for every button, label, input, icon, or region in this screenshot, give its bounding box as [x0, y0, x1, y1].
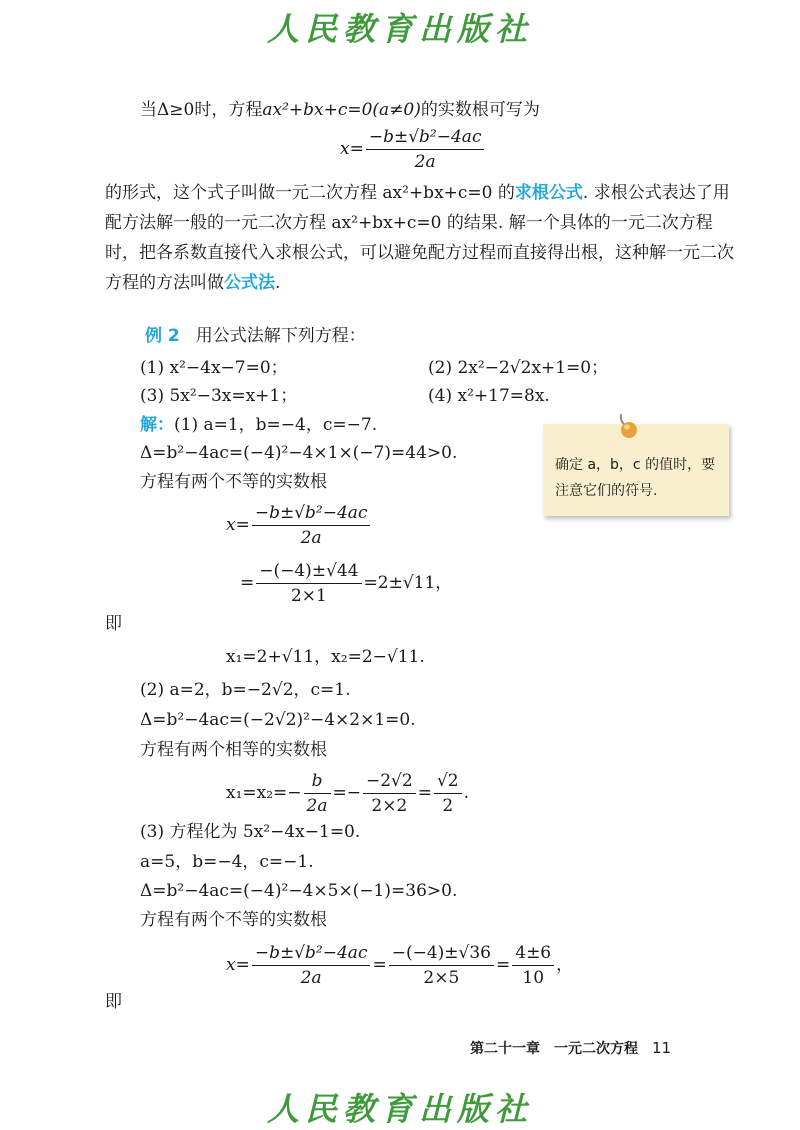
intro-lead: 当Δ≥0时，方程: [140, 100, 263, 120]
example-item-2: (2) 2x²−2√2x+1=0；: [428, 358, 609, 378]
s2-f3-num: √2: [434, 770, 462, 794]
intro-equation: ax²+bx+c=0(a≠0): [262, 100, 421, 120]
formula-denominator: 2a: [414, 152, 436, 172]
s2-fraction-3: [434, 770, 462, 817]
solution-2-formula: x₁=x₂=− $\frac{b}{2a}$ =− $\frac{-2√2}{2\times 2}$ = $\frac{√2}{2}$ .: [226, 771, 470, 816]
para-part-3: .: [275, 273, 281, 293]
page-footer: [470, 1038, 671, 1058]
example-label: 例 2: [145, 326, 180, 346]
solution-1-text: 方程有两个不等的实数根: [140, 472, 327, 492]
s1-sub-numerator: −(−4)±√44: [256, 560, 361, 584]
ji-1: 即: [105, 614, 122, 634]
page-number: 11: [652, 1039, 672, 1057]
s1-sub-fraction: [256, 560, 361, 607]
intro-line: [140, 98, 540, 122]
example-item-1: (1) x²−4x−7=0；: [140, 358, 288, 378]
solution-3-formula: x= $\frac{\text{−b±√b²−4ac}}{2a}$ = $\frac{-(-4)\pm√36}{2\times 5}$ = $\frac{4\pm 6}{10}$ ，: [226, 943, 574, 988]
term-formula-method: 公式法: [224, 273, 275, 293]
publisher-logo-bottom: 人民教育出版社: [266, 1090, 533, 1128]
solution-1-delta: Δ=b²−4ac=(−4)²−4×1×(−7)=44>0.: [140, 443, 458, 463]
s2-fraction-1: [304, 770, 331, 817]
s3-f1-num: −b±√b²−4ac: [252, 942, 371, 966]
term-quadratic-formula: 求根公式: [514, 183, 583, 203]
s2-f1-den: 2a: [306, 796, 328, 816]
solution-3-head: (3) 方程化为 5x²−4x−1=0.: [140, 822, 361, 842]
s3-f2-den: 2×5: [423, 968, 460, 988]
s1-coef: (1) a=1，b=−4，c=−7.: [174, 415, 378, 435]
formula-numerator: −b±√b²−4ac: [366, 126, 485, 150]
solution-label: 解：: [140, 415, 174, 435]
s3-f2-num: −(−4)±√36: [389, 942, 494, 966]
para-part-2: . 求根公式表达了用配方法解一般的一元二次方程 ax²+bx+c=0 的结果. 解一个具体的一元二次方程时，把各系数直接代入求根公式，可以避免配方过程而直接得出根，这种解一元二次方程的方法叫做: [105, 183, 734, 293]
publisher-logo-top: 人民教育出版社: [266, 10, 533, 48]
s2-f2-num: −2√2: [363, 770, 416, 794]
s2-f2-den: 2×2: [371, 796, 408, 816]
s2-f1-num: b: [304, 770, 331, 794]
example-item-3: (3) 5x²−3x=x+1；: [140, 386, 298, 406]
s2-lhs: x₁=x₂=−: [226, 783, 302, 803]
solution-3-coefficients: a=5，b=−4，c=−1.: [140, 852, 314, 872]
s1-sub-denominator: 2×1: [290, 586, 327, 606]
intro-tail: 的实数根可写为: [420, 100, 540, 120]
s1-formula-denominator: 2a: [300, 528, 322, 548]
s3-lhs: x=: [226, 955, 250, 975]
example-header: [145, 324, 366, 348]
formula-lhs: x=: [340, 139, 364, 159]
s2-f3-den: 2: [442, 796, 454, 816]
s1-formula-fraction: [252, 502, 371, 549]
solution-1-roots: x₁=2+√11，x₂=2−√11.: [226, 647, 425, 667]
example-item-4: (4) x²+17=8x.: [428, 386, 550, 406]
s2-fraction-2: [363, 770, 416, 817]
solution-2-delta: Δ=b²−4ac=(−2√2)²−4×2×1=0.: [140, 710, 416, 730]
pushpin-icon: [618, 412, 640, 440]
solution-1-substitution: = $\frac{-(-4)\pm√44}{2\times 1}$ =2±√11，: [240, 561, 453, 606]
s3-f1-den: 2a: [300, 968, 322, 988]
chapter-title: 第二十一章 一元二次方程: [470, 1041, 638, 1057]
general-formula: [340, 126, 486, 173]
formula-fraction: [366, 126, 485, 173]
s3-fraction-2: [389, 942, 494, 989]
solution-1-coefficients: [140, 413, 377, 437]
definition-paragraph: [105, 178, 740, 298]
solution-3-delta: Δ=b²−4ac=(−4)²−4×5×(−1)=36>0.: [140, 881, 458, 901]
para-part-1: 的形式，这个式子叫做一元二次方程 ax²+bx+c=0 的: [105, 183, 515, 203]
s3-f3-den: 10: [522, 968, 545, 988]
ji-2: 即: [105, 992, 122, 1012]
example-title: 用公式法解下列方程：: [195, 326, 366, 346]
s1-formula-lhs: x=: [226, 515, 250, 535]
solution-2-text: 方程有两个相等的实数根: [140, 740, 327, 760]
solution-1-formula: [226, 502, 372, 549]
solution-2-coefficients: (2) a=2，b=−2√2，c=1.: [140, 680, 351, 700]
s3-fraction-1: [252, 942, 371, 989]
s1-result: =2±√11，: [363, 573, 453, 593]
s1-formula-numerator: −b±√b²−4ac: [252, 502, 371, 526]
side-note-text: 确定 a，b，c 的值时，要注意它们的符号.: [555, 457, 716, 499]
solution-3-text: 方程有两个不等的实数根: [140, 910, 327, 930]
s3-fraction-3: [512, 942, 554, 989]
s3-f3-num: 4±6: [512, 942, 554, 966]
